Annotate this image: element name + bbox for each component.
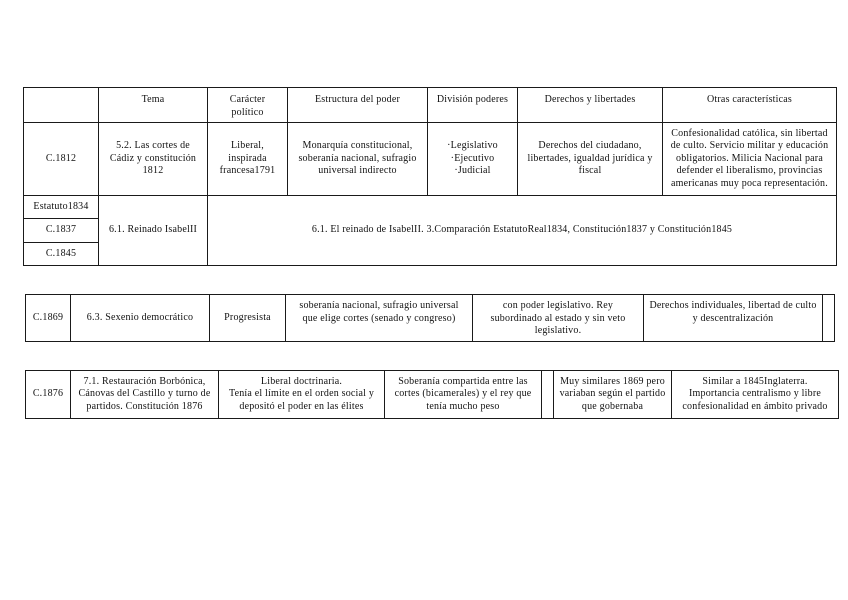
table-row-1869 [26,295,835,342]
cell-1876-estructura: Soberanía compartida entre las cortes (bicamerales) y el rey que tenía mucho peso [385,371,542,419]
cell-isabel-tema: 6.1. Reinado IsabelII [99,196,208,266]
cell-1812-caracter: Liberal, inspirada francesa1791 [208,123,288,196]
header-tema: Tema [99,88,208,123]
header-caracter-politico: Carácter político [208,88,288,123]
cell-1876-tema: 7.1. Restauración Borbónica, Cánovas del Castillo y turno de partidos. Constitución 1876 [71,371,219,419]
header-otras-caracteristicas: Otras características [663,88,837,123]
header-derechos-libertades: Derechos y libertades [518,88,663,123]
cell-isabel-summary: 6.1. El reinado de IsabelII. 3.Comparación EstatutoReal1834, Constitución1837 y Constitución1845 [208,196,837,266]
cell-1812-estructura: Monarquía constitucional, soberanía nacional, sufragio universal indirecto [288,123,428,196]
table-row-estatuto-1834 [24,196,837,219]
cell-1837: C.1837 [24,219,99,243]
cell-1869-caracter: Progresista [210,295,286,342]
cell-1812-division: ·Legislativo ·Ejecutivo ·Judicial [428,123,518,196]
cell-estatuto-1834: Estatuto1834 [24,196,99,219]
cell-1876-otras: Similar a 1845Inglaterra. Importancia centralismo y libre confesionalidad en ámbito privado [672,371,839,419]
table-row-1812 [24,123,837,196]
cell-1812-otras: Confesionalidad católica, sin libertad de culto. Servicio militar y educación obligatorios. Milicia Nacional para defender el liberalismo, provincias americanas muy poca representación. [663,123,837,196]
table-row-1876 [26,371,839,419]
cell-1876-constitution: C.1876 [26,371,71,419]
constitutions-comparison-table [23,87,837,266]
cell-1869-constitution: C.1869 [26,295,71,342]
cell-1876-caracter: Liberal doctrinaria. Tenía el límite en el orden social y depositó el poder en las élites [219,371,385,419]
constitution-1876-table [25,370,839,419]
header-estructura-poder: Estructura del poder [288,88,428,123]
cell-1876-empty [542,371,554,419]
cell-1869-empty [823,295,835,342]
cell-1869-division: con poder legislativo. Rey subordinado al estado y sin veto legislativo. [473,295,644,342]
header-empty-cell [24,88,99,123]
cell-1812-constitution: C.1812 [24,123,99,196]
cell-1869-estructura: soberanía nacional, sufragio universal que elige cortes (senado y congreso) [286,295,473,342]
cell-1876-derechos: Muy similares 1869 pero variaban según el partido que gobernaba [554,371,672,419]
cell-1812-tema: 5.2. Las cortes de Cádiz y constitución 1812 [99,123,208,196]
constitution-1869-table [25,294,835,342]
table-header-row [24,88,837,123]
header-division-poderes: División poderes [428,88,518,123]
cell-1845: C.1845 [24,243,99,266]
cell-1869-derechos: Derechos individuales, libertad de culto y descentralización [644,295,823,342]
cell-1869-tema: 6.3. Sexenio democrático [71,295,210,342]
cell-1812-derechos: Derechos del ciudadano, libertades, igualdad jurídica y fiscal [518,123,663,196]
